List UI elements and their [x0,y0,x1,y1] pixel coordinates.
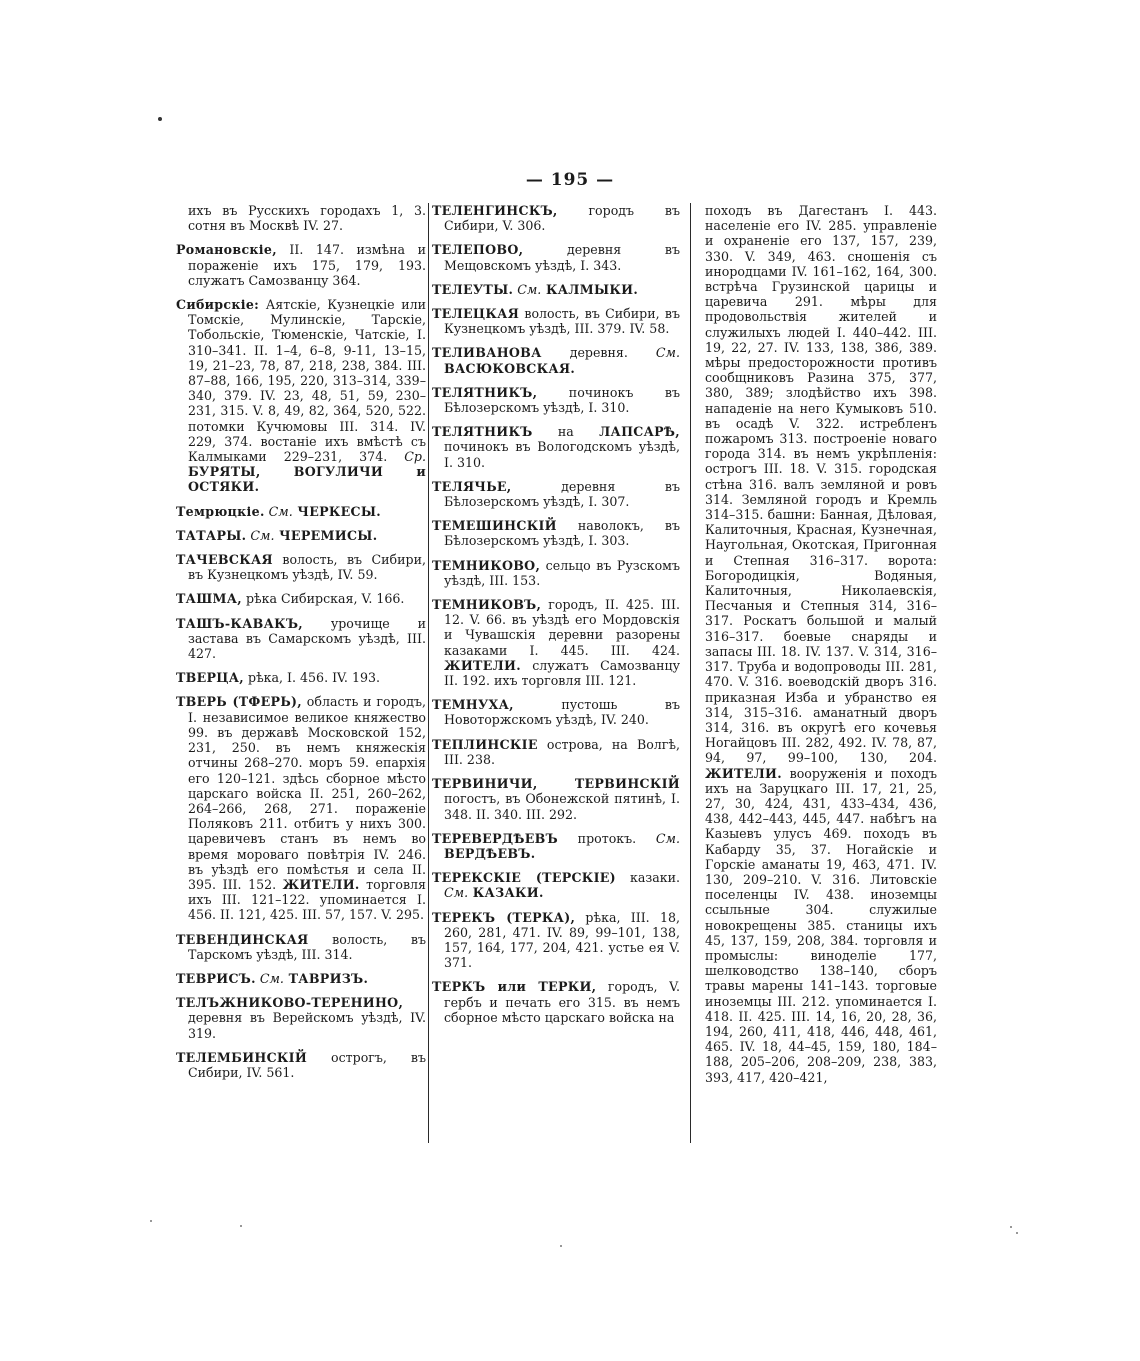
entry-text: починокъ въ Бѣлозерскомъ уѣздѣ, I. 310. [444,384,680,416]
cross-reference: ТАВРИЗЪ. [283,970,369,986]
index-entry [432,203,680,233]
entry-text: острова, на Волгѣ, III. 238. [444,736,680,767]
index-entry [176,528,426,543]
entry-headword: ТЕЛЪЖНИКОВО-ТЕРЕНИНО, [176,995,404,1011]
entry-headword: ТАЧЕВСКАЯ [176,552,273,568]
cross-reference: ВАСЮКОВСКАЯ. [444,360,576,376]
entry-headword: ТЕМНУХА, [432,697,514,713]
cross-reference: КАЛМЫКИ. [541,281,639,297]
entry-subheading: ЖИТЕЛИ. [705,765,782,781]
entry-text: Аятскіе, Кузнецкіе или Томскіе, Мулинскіе, Тарскіе, Тобольскіе, Тюменскіе, Чатскіе, I. 310–341. II. 1–4, 6–8, 9-11, 13–15, 19, 21–23, 78, 87, 218, 238, 384. III. 87–88, 166, 195, 220, 313–314, 339–340, 379. IV. 23, 48, 51, 59, 230–231, 315. V. 8, 49, 82, 364, 520, 522. потомки Кучюмовы III. 314. IV. 229, 374. востаніе ихъ вмѣстѣ съ Калмыками 229–231, 374. [188,297,426,465]
entry-text: торговля ихъ III. 121–122. упоминается I. 456. II. 121, 425. III. 57, 157. V. 295. [188,876,426,923]
entry-text: волость, въ Тарскомъ уѣздѣ, III. 314. [188,931,426,962]
index-entry [176,971,426,986]
ink-speck [560,1245,562,1247]
entry-headword: ТЕРЕКСКІЕ (ТЕРСКІЕ) [432,870,616,886]
continued-entry [705,203,937,1085]
entry-headword: ТЕРЕВЕРДѢЕВЪ [432,830,558,846]
index-column-3 [705,203,937,1085]
index-entry [432,597,680,688]
entry-text: служатъ Самозванцу II. 192. ихъ торговля III. 121. [444,657,680,689]
index-entry [432,282,680,297]
cross-reference-marker: См. [513,281,542,297]
entry-headword: ТЕЛИВАНОВА [432,345,542,361]
index-entry [176,552,426,582]
entry-subheading: ЖИТЕЛИ. [444,657,521,673]
cross-reference-marker: См. [655,345,680,361]
index-entry [176,504,426,519]
entry-headword: ТЕЛЕНГИНСКЪ, [432,203,558,218]
index-entry [432,479,680,509]
entry-headword: ТВЕРЬ (ТФЕРЬ), [176,694,302,710]
entry-text: сельцо въ Рузскомъ уѣздѣ, III. 153. [444,557,680,588]
cross-reference: КАЗАКИ. [468,885,544,901]
entry-text: урочище и застава въ Самарскомъ уѣздѣ, III. 427. [188,615,426,662]
entry-headword: ТЕПЛИНСКІЕ [432,736,538,752]
column-rule [690,203,691,1143]
entry-text: деревня въ Бѣлозерскомъ уѣздѣ, I. 307. [444,478,680,510]
entry-headword-part: ЛАПСАРѢ, [599,424,680,440]
entry-text: волость, въ Сибири, въ Кузнецкомъ уѣздѣ, IV. 59. [188,552,426,583]
entry-text: казаки. [615,870,680,886]
entry-headword: ТАШМА, [176,591,242,607]
entry-text: городъ въ Сибири, V. 306. [444,203,680,234]
cross-reference-marker: Ср. [404,449,426,465]
index-entry [176,1050,426,1080]
index-entry [176,616,426,662]
index-column-2 [432,203,680,1034]
entry-text: острогъ, въ Сибири, IV. 561. [188,1049,426,1080]
index-entry [432,831,680,861]
entry-text: городъ, V. гербъ и печать его 315. въ немъ сборное мѣсто царскаго войска на [444,979,680,1025]
entry-text: на [532,424,600,440]
entry-headword: ТЕЛЕУТЫ. [432,281,514,297]
entry-headword: Романовскіе, [176,242,277,258]
cross-reference-marker: См. [246,527,275,543]
entry-headword: Сибирскіе: [176,297,260,313]
index-entry [432,242,680,272]
cross-reference: ВЕРДѢЕВЪ. [444,845,536,861]
ink-speck [150,1220,152,1222]
entry-text: деревня. [541,345,656,361]
index-entry [432,558,680,588]
entry-headword: ТЕМНИКОВЪ, [432,597,542,613]
continued-entry [176,203,426,233]
entry-headword: ТЕВРИСЪ. [176,970,256,986]
ink-speck [1016,1232,1018,1234]
index-entry [432,306,680,336]
entry-headword: ТЕРЕКЪ (ТЕРКА), [432,909,576,925]
entry-headword: ТЕЛЯТНИКЪ, [432,384,538,400]
entry-headword: ТЕМЕШИНСКІЙ [432,518,557,534]
entry-text: II. 147. измѣна и пораженіе ихъ 175, 179, 193. служатъ Самозванцу 364. [188,242,426,288]
entry-text: пустошь въ Новоторжскомъ уѣздѣ, IV. 240. [444,697,680,728]
cross-reference: БУРЯТЫ, ВОГУЛИЧИ и ОСТЯКИ. [188,464,426,495]
index-entry [176,670,426,685]
cross-reference: ЧЕРЕМИСЫ. [274,527,378,543]
entry-headword: ТЕЛЯТНИКЪ [432,424,533,440]
entry-text: деревня въ Верейскомъ уѣздѣ, IV. 319. [188,1010,426,1041]
entry-subheading: ЖИТЕЛИ. [282,876,360,892]
entry-text: деревня въ Мещовскомъ уѣздѣ, I. 343. [444,242,680,273]
index-entry [176,932,426,962]
entry-text: наволокъ, въ Бѣлозерскомъ уѣздѣ, I. 303. [444,518,680,549]
page-number: — 195 — [525,170,615,190]
index-entry [176,591,426,606]
entry-headword: ТАШЪ-КАВАКЪ, [176,615,303,631]
entry-text: протокъ. [557,830,656,846]
entry-headword: ТЕРКЪ или ТЕРКИ, [432,979,597,995]
entry-headword: ТЕВЕНДИНСКАЯ [176,931,309,947]
cross-reference: ЧЕРКЕСЫ. [292,503,381,519]
ink-speck [240,1225,242,1227]
entry-text: ихъ въ Русскихъ городахъ 1, 3. сотня въ Москвѣ IV. 27. [188,203,426,234]
cross-reference-marker: См. [255,970,284,986]
entry-headword: ТЕЛЕПОВО, [432,242,524,258]
ink-dot [158,117,162,121]
index-entry [176,242,426,288]
entry-headword: ТАТАРЫ. [176,527,247,543]
entry-text: починокъ въ Вологодскомъ уѣздѣ, I. 310. [444,439,680,470]
index-entry [432,424,680,470]
cross-reference-marker: См. [444,885,469,901]
entry-text: погостъ, въ Обонежской пятинѣ, I. 348. II. 340. III. 292. [444,791,680,822]
entry-text: походъ въ Дагестанъ I. 443. населеніе его IV. 285. управленіе и охраненіе его 137, 157, 239, 330. V. 349, 463. сношенія съ инородцами IV. 161–162, 164, 300. встрѣча Грузинской царицы и царевича 291. мѣры для продовольствія жителей и служилыхъ людей I. 440–442. III. 19, 22, 27. IV. 133, 138, 386, 389. мѣры предосторожности противъ сообщниковъ Разина 375, 377, 380, 389; злодѣйство ихъ 398. нападеніе на него Кумыковъ 510. въ осадѣ V. 322. истребленъ пожаромъ 313. построеніе новаго города 314. въ немъ укрѣпленія: острогъ III. 18. V. 315. городская стѣна 316. валъ земляной и ровъ 314. Земляной городъ и Кремль 314–315. башни: Банная, Дѣловая, Калиточныя, Красная, Кузнечная, Наугольная, Окотская, Пригонная и Степная 316–317. ворота: Богородицкія, Водяныя, Калиточныя, Николаевскія, Песчаныя и Степныя 314, 316–317. Роскатъ большой и малый 316–317. боевые снаряды и запасы III. 18. IV. 137. V. 314, 316–317. Труба и водопроводы III. 281, 470. V. 316. воеводскій дворъ 316. приказная Изба и убранство ея 314, 315–316. аманатный дворъ 314, 316. въ округѣ его кочевья Ногайцовъ III. 282, 492. IV. 78, 87, 94, 97, 99–100, 130, 204. [705,203,937,766]
entry-text: рѣка Сибирская, V. 166. [241,591,405,607]
entry-text: вооруженія и походъ ихъ на Заруцкаго III. 17, 21, 25, 27, 30, 424, 431, 433–434, 436, 438, 442–443, 445, 447. набѣгъ на Казыевъ улусъ 469. походъ въ Кабарду 35, 37. Ногайскіе и Горскіе аманаты 19, 463, 471. IV. 130, 209–210. V. 316. Литовскіе поселенцы IV. 438. иноземцы ссыльные 304. служилые новокрещены 385. станицы ихъ 45, 137, 159, 208, 384. торговля и промыслы: виноделіе 177, шелководство 138–140, сборъ травы марены 141–143. торговые иноземцы III. 212. упоминается I. 418. II. 425. III. 14, 16, 20, 28, 36, 194, 260, 411, 418, 446, 448, 461, 465. IV. 18, 44–45, 159, 180, 184–188, 205–206, 208–209, 238, 383, 393, 417, 420–421, [705,765,937,1085]
index-entry [176,694,426,922]
index-entry [432,979,680,1025]
cross-reference-marker: См. [655,830,680,846]
entry-text: волость, въ Сибири, въ Кузнецкомъ уѣздѣ, III. 379. IV. 58. [444,306,680,337]
index-entry [432,345,680,375]
entry-headword: ТЕМНИКОВО, [432,557,541,573]
index-column-1 [176,203,426,1089]
entry-headword: Темрюцкіе. [176,503,265,519]
entry-text: рѣка, I. 456. IV. 193. [244,670,380,686]
index-entry [432,870,680,900]
cross-reference-marker: См. [264,503,293,519]
entry-text: область и городъ, I. независимое великое княжество 99. въ державѣ Московской 152, 231, 250. въ немъ княжескія отчины 268–270. моръ 59. епархія его 120–121. здѣсь сборное мѣсто царскаго войска II. 251, 260–262, 264–266, 268, 271. пораженіе Поляковъ 211. отбитъ у нихъ 300. царевичевъ станъ въ немъ во время моровагo повѣтрія IV. 246. въ уѣздѣ его помѣстья и села II. 395. III. 152. [188,694,426,892]
index-entry [432,518,680,548]
index-entry [432,737,680,767]
entry-headword: ТЕЛЕМБИНСКІЙ [176,1049,308,1065]
entry-text: городъ, II. 425. III. 12. V. 66. въ уѣздѣ его Мордовскія и Чувашскія деревни разорены казаками I. 445. III. 424. [444,597,680,658]
entry-headword: ТВЕРЦА, [176,670,244,686]
index-entry [176,995,426,1041]
index-entry [176,297,426,495]
entry-headword: ТЕЛЕЦКАЯ [432,306,520,322]
index-entry [432,776,680,822]
column-rule [428,203,429,1143]
entry-headword: ТЕЛЯЧЬЕ, [432,478,512,494]
index-entry [432,910,680,971]
index-entry [432,697,680,727]
entry-headword: ТЕРВИНИЧИ, ТЕРВИНСКІЙ [432,776,680,792]
entry-text: рѣка, III. 18, 260, 281, 471. IV. 89, 99–101, 138, 157, 164, 177, 204, 421. устье ея V. 371. [444,909,680,971]
ink-speck [1010,1226,1012,1228]
index-entry [432,385,680,415]
